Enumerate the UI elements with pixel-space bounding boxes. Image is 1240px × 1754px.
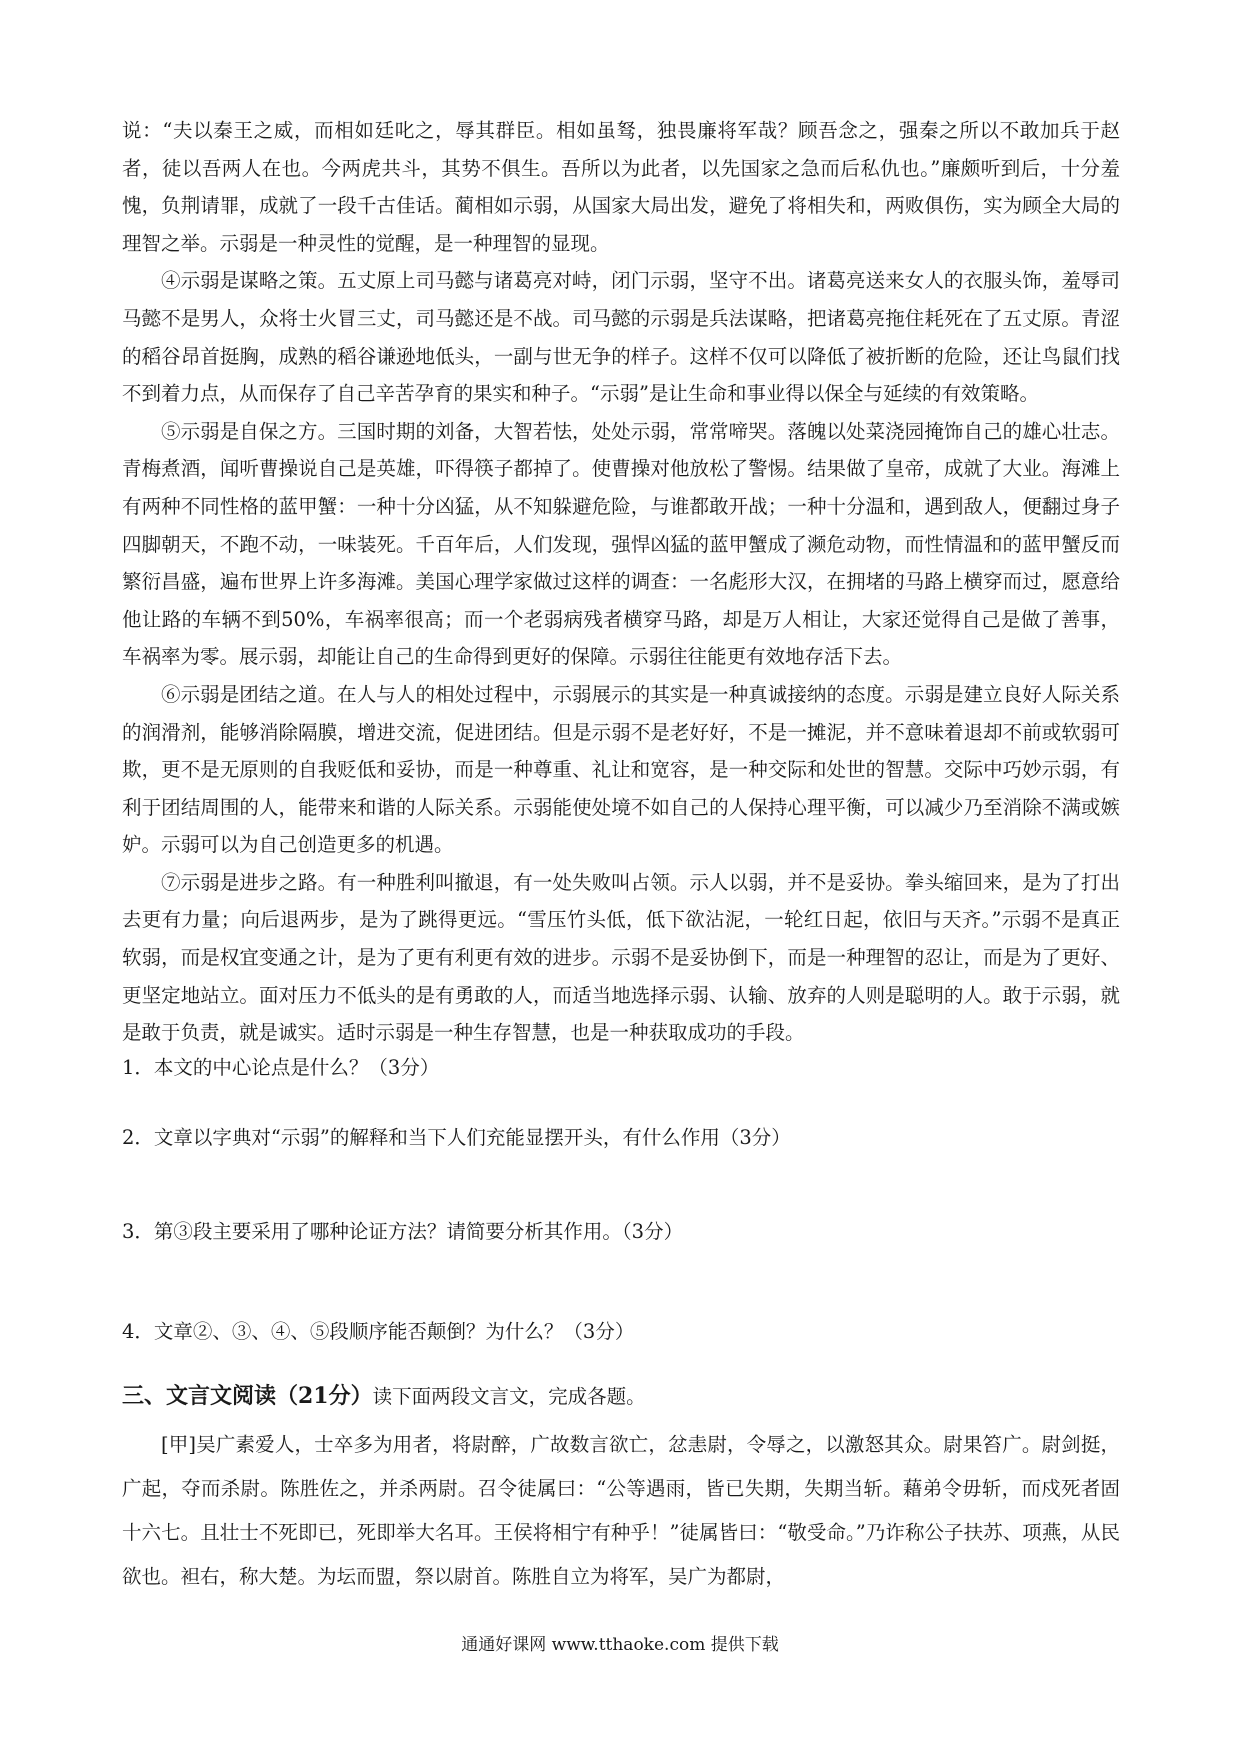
page-content (122, 112, 1120, 1599)
section-3-instruction: 读下面两段文言文，完成各题。 (372, 1384, 646, 1408)
section-3-heading (122, 1378, 1120, 1415)
question-4: 4．文章②、③、④、⑤段顺序能否颠倒？为什么？（3分） (122, 1319, 635, 1343)
passage-paragraph-5: ⑤示弱是自保之方。三国时期的刘备，大智若怯，处处示弱，常常啼哭。落魄以处菜浇园掩饰自己的雄心壮志。青梅煮酒，闻听曹操说自己是英雄，吓得筷子都掉了。使曹操对他放松了警惕。结果做了皇帝，成就了大业。海滩上有两种不同性格的蓝甲蟹：一种十分凶猛，从不知躲避危险，与谁都敢开战；一种十分温和，遇到敌人，便翻过身子四脚朝天，不跑不动，一味装死。千百年后，人们发现，强悍凶猛的蓝甲蟹成了濒危动物，而性情温和的蓝甲蟹反而繁衍昌盛，遍布世界上许多海滩。美国心理学家做过这样的调查：一名彪形大汉，在拥堵的马路上横穿而过，愿意给他让路的车辆不到50%，车祸率很高；而一个老弱病残者横穿马路，却是万人相让，大家还觉得自己是做了善事，车祸率为零。展示弱，却能让自己的生命得到更好的保障。示弱往往能更有效地存活下去。 (122, 419, 1120, 669)
page-footer: 通通好课网 www.tthaoke.com 提供下载 (461, 1635, 779, 1655)
passage-paragraph-6: ⑥示弱是团结之道。在人与人的相处过程中，示弱展示的其实是一种真诚接纳的态度。示弱是建立良好人际关系的润滑剂，能够消除隔膜，增进交流，促进团结。但是示弱不是老好好，不是一摊泥，并不意味着退却不前或软弱可欺，更不是无原则的自我贬低和妥协，而是一种尊重、礼让和宽容，是一种交际和处世的智慧。交际中巧妙示弱，有利于团结周围的人，能带来和谐的人际关系。示弱能使处境不如自己的人保持心理平衡，可以减少乃至消除不满或嫉妒。示弱可以为自己创造更多的机遇。 (122, 682, 1120, 857)
question-3: 3．第③段主要采用了哪种论证方法？请简要分析其作用。（3分） (122, 1219, 684, 1243)
question-1: 1．本文的中心论点是什么？（3分） (122, 1055, 440, 1079)
passage-paragraph-4: ④示弱是谋略之策。五丈原上司马懿与诸葛亮对峙，闭门示弱，坚守不出。诸葛亮送来女人的衣服头饰，羞辱司马懿不是男人，众将士火冒三丈，司马懿还是不战。司马懿的示弱是兵法谋略，把诸葛亮拖住耗死在了五丈原。青涩的稻谷昂首挺胸，成熟的稻谷谦逊地低头，一副与世无争的样子。这样不仅可以降低了被折断的危险，还让鸟鼠们找不到着力点，从而保存了自己辛苦孕育的果实和种子。“示弱”是让生命和事业得以保全与延续的有效策略。 (122, 269, 1120, 406)
section-3-title: 三、文言文阅读（21分） (122, 1382, 373, 1409)
question-2: 2．文章以字典对“示弱”的解释和当下人们充能显摆开头，有什么作用（3分） (122, 1125, 791, 1149)
classical-text-jia: [甲]吴广素爱人，士卒多为用者，将尉醉，广故数言欲亡，忿恚尉，令辱之，以激怒其众。尉果笞广。尉剑挺，广起，夺而杀尉。陈胜佐之，并杀两尉。召令徒属曰：“公等遇雨，皆已失期，失期当斩。藉弟令毋斩，而戍死者固十六七。且壮士不死即已，死即举大名耳。王侯将相宁有种乎！”徒属皆曰：“敬受命。”乃诈称公子扶苏、项燕，从民欲也。袒右，称大楚。为坛而盟，祭以尉首。陈胜自立为将军，吴广为都尉， (122, 1432, 1120, 1588)
passage-paragraph-3-continued: 说：“夫以秦王之威，而相如廷叱之，辱其群臣。相如虽驽，独畏廉将军哉？顾吾念之，强秦之所以不敢加兵于赵者，徒以吾两人在也。今两虎共斗，其势不俱生。吾所以为此者，以先国家之急而后私仇也。”廉颇听到后，十分羞愧，负荆请罪，成就了一段千古佳话。蔺相如示弱，从国家大局出发，避免了将相失和，两败俱伤，实为顾全大局的理智之举。示弱是一种灵性的觉醒，是一种理智的显现。 (122, 119, 1120, 255)
passage-paragraph-7: ⑦示弱是进步之路。有一种胜利叫撤退，有一处失败叫占领。示人以弱，并不是妥协。拳头缩回来，是为了打出去更有力量；向后退两步，是为了跳得更远。“雪压竹头低，低下欲沾泥，一轮红日起，依旧与天齐。”示弱不是真正软弱，而是权宜变通之计，是为了更有利更有效的进步。示弱不是妥协倒下，而是一种理智的忍让，而是为了更好、更坚定地站立。面对压力不低头的是有勇敢的人，而适当地选择示弱、认输、放弃的人则是聪明的人。敢于示弱，就是敢于负责，就是诚实。适时示弱是一种生存智慧，也是一种获取成功的手段。 (122, 870, 1120, 1045)
